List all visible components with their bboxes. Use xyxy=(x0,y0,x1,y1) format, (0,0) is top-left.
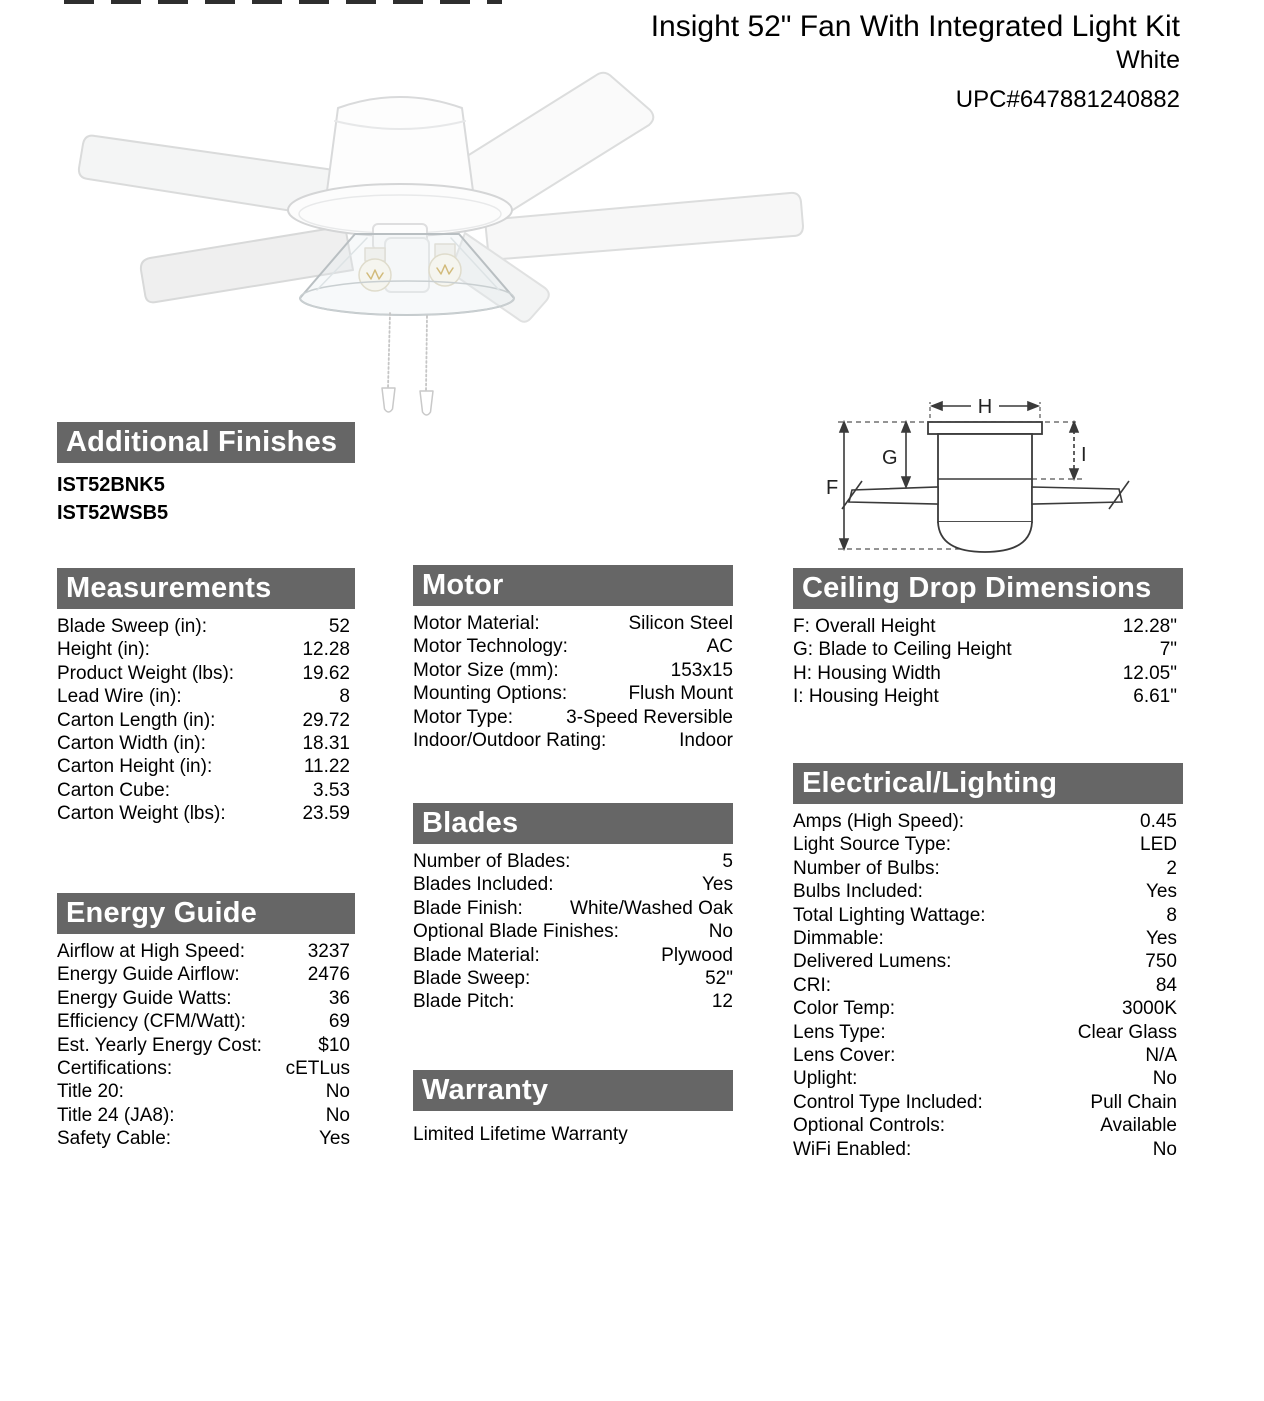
spec-label: Optional Controls: xyxy=(793,1115,946,1137)
spec-row xyxy=(793,810,1177,833)
diagram-label-g: G xyxy=(882,447,898,469)
spec-row xyxy=(793,927,1177,950)
spec-value: 3.53 xyxy=(313,779,350,801)
spec-label: I: Housing Height xyxy=(793,686,939,708)
section-header: Additional Finishes xyxy=(57,422,355,463)
spec-row xyxy=(57,732,350,755)
spec-value: $10 xyxy=(318,1034,350,1056)
spec-label: Delivered Lumens: xyxy=(793,951,952,973)
spec-value: 750 xyxy=(1145,951,1177,973)
spec-row xyxy=(793,857,1177,880)
spec-row xyxy=(413,682,733,705)
spec-rows xyxy=(57,940,350,1151)
spec-value: 12.28 xyxy=(302,639,350,661)
section-additional-finishes xyxy=(57,422,355,527)
spec-label: Total Lighting Wattage: xyxy=(793,904,986,926)
spec-row xyxy=(793,904,1177,927)
spec-row xyxy=(57,963,350,986)
spec-label: Energy Guide Airflow: xyxy=(57,964,240,986)
spec-value: Yes xyxy=(319,1128,350,1150)
spec-row xyxy=(793,615,1177,638)
spec-value: Yes xyxy=(1146,881,1177,903)
spec-row xyxy=(793,662,1177,685)
spec-label: Blade Sweep (in): xyxy=(57,616,207,637)
spec-row xyxy=(57,987,350,1010)
spec-label: Lens Type: xyxy=(793,1021,886,1043)
spec-row xyxy=(57,779,350,802)
spec-row xyxy=(793,950,1177,973)
spec-label: Bulbs Included: xyxy=(793,881,923,903)
spec-value: 52" xyxy=(705,968,733,990)
spec-label: Safety Cable: xyxy=(57,1128,172,1150)
spec-row xyxy=(793,1138,1177,1161)
spec-row xyxy=(413,920,733,943)
spec-value: 19.62 xyxy=(302,662,350,684)
warranty-text: Limited Lifetime Warranty xyxy=(413,1124,628,1145)
spec-value: Plywood xyxy=(661,944,733,966)
spec-value: Clear Glass xyxy=(1077,1021,1177,1043)
spec-value: 84 xyxy=(1155,974,1177,996)
spec-value: 12 xyxy=(711,991,733,1013)
spec-rows xyxy=(413,850,733,1014)
spec-label: Motor Material: xyxy=(413,613,540,634)
spec-row xyxy=(57,1010,350,1033)
spec-value: 0.45 xyxy=(1140,811,1177,832)
spec-row xyxy=(793,1067,1177,1090)
spec-row xyxy=(413,850,733,873)
diagram-label-f: F xyxy=(826,477,839,499)
spec-value: AC xyxy=(706,636,733,658)
spec-value: 3237 xyxy=(307,941,350,962)
ceiling-drop-diagram xyxy=(818,382,1153,564)
spec-row xyxy=(57,662,350,685)
spec-row xyxy=(57,638,350,661)
section-motor xyxy=(413,565,733,752)
spec-label: Airflow at High Speed: xyxy=(57,941,245,962)
spec-label: Number of Blades: xyxy=(413,851,571,872)
pull-chain xyxy=(388,313,390,388)
spec-row xyxy=(793,1021,1177,1044)
spec-row xyxy=(57,940,350,963)
spec-row xyxy=(57,1127,350,1150)
spec-value: Flush Mount xyxy=(628,683,733,705)
spec-value: 2476 xyxy=(307,964,350,986)
spec-label: Dimmable: xyxy=(793,928,884,950)
spec-label: Light Source Type: xyxy=(793,834,952,856)
spec-row xyxy=(413,944,733,967)
pull-chain xyxy=(426,316,427,391)
spec-label: Carton Length (in): xyxy=(57,709,216,731)
spec-row xyxy=(793,685,1177,708)
spec-label: Uplight: xyxy=(793,1068,858,1090)
section-energy-guide xyxy=(57,893,355,1151)
spec-label: Blade Material: xyxy=(413,944,540,966)
spec-label: Lead Wire (in): xyxy=(57,686,182,708)
section-measurements xyxy=(57,568,355,826)
spec-rows xyxy=(413,612,733,752)
spec-label: Blades Included: xyxy=(413,874,554,896)
spec-value: Silicon Steel xyxy=(628,613,733,634)
fan-product-image xyxy=(55,58,825,426)
spec-value: 69 xyxy=(328,1011,350,1033)
spec-value: 7" xyxy=(1159,639,1177,661)
chain-pull xyxy=(420,391,433,415)
spec-label: Control Type Included: xyxy=(793,1091,983,1113)
spec-value: 36 xyxy=(328,987,350,1009)
spec-label: Motor Size (mm): xyxy=(413,659,559,681)
section-warranty xyxy=(413,1070,733,1146)
spec-value: 153x15 xyxy=(670,659,733,681)
spec-label: Blade Sweep: xyxy=(413,968,531,990)
spec-row xyxy=(793,974,1177,997)
spec-value: 2 xyxy=(1166,857,1177,879)
spec-label: Energy Guide Watts: xyxy=(57,987,232,1009)
spec-value: N/A xyxy=(1145,1045,1177,1067)
spec-label: Carton Cube: xyxy=(57,779,171,801)
spec-row xyxy=(57,615,350,638)
spec-label: H: Housing Width xyxy=(793,662,941,684)
spec-label: Height (in): xyxy=(57,639,150,661)
section-header: Motor xyxy=(413,565,733,606)
spec-label: Optional Blade Finishes: xyxy=(413,921,619,943)
spec-row xyxy=(793,638,1177,661)
diagram-label-h: H xyxy=(977,396,993,418)
spec-label: Blade Pitch: xyxy=(413,991,515,1013)
spec-row xyxy=(793,1091,1177,1114)
spec-value: 8 xyxy=(339,686,350,708)
spec-row xyxy=(413,873,733,896)
product-finish: White xyxy=(1116,46,1180,74)
spec-label: Amps (High Speed): xyxy=(793,811,965,832)
spec-label: Product Weight (lbs): xyxy=(57,662,235,684)
spec-row xyxy=(413,967,733,990)
spec-value: 12.28" xyxy=(1122,616,1177,637)
section-ceiling-drop-dimensions xyxy=(793,568,1183,709)
spec-row xyxy=(57,802,350,825)
spec-row xyxy=(793,1044,1177,1067)
cropped-header-text xyxy=(64,0,502,4)
spec-label: WiFi Enabled: xyxy=(793,1138,912,1160)
spec-row xyxy=(413,706,733,729)
spec-row xyxy=(57,1104,350,1127)
spec-label: Efficiency (CFM/Watt): xyxy=(57,1011,246,1033)
spec-value: cETLus xyxy=(285,1058,350,1080)
spec-value: No xyxy=(325,1081,350,1103)
section-header: Warranty xyxy=(413,1070,733,1111)
spec-row xyxy=(413,612,733,635)
spec-value: 3-Speed Reversible xyxy=(566,706,733,728)
spec-row xyxy=(793,997,1177,1020)
spec-value: 3000K xyxy=(1122,998,1177,1020)
spec-value: No xyxy=(325,1104,350,1126)
spec-row xyxy=(57,709,350,732)
spec-rows xyxy=(793,810,1177,1161)
spec-value: 29.72 xyxy=(302,709,350,731)
spec-label: CRI: xyxy=(793,974,831,996)
spec-value: Yes xyxy=(702,874,733,896)
spec-label: Carton Height (in): xyxy=(57,756,213,778)
spec-label: Blade Finish: xyxy=(413,897,523,919)
spec-label: G: Blade to Ceiling Height xyxy=(793,639,1012,661)
section-electrical-lighting xyxy=(793,763,1183,1161)
spec-row xyxy=(793,1114,1177,1137)
spec-row xyxy=(413,897,733,920)
spec-row xyxy=(57,685,350,708)
spec-rows xyxy=(793,615,1177,709)
spec-value: 8 xyxy=(1166,904,1177,926)
spec-row xyxy=(793,880,1177,903)
spec-value: 5 xyxy=(722,851,733,872)
spec-label: Carton Width (in): xyxy=(57,733,206,755)
spec-value: No xyxy=(1152,1138,1177,1160)
spec-label: Motor Type: xyxy=(413,706,513,728)
spec-label: Indoor/Outdoor Rating: xyxy=(413,730,607,752)
fan-blade xyxy=(485,193,803,260)
spec-value: No xyxy=(1152,1068,1177,1090)
spec-row xyxy=(57,1057,350,1080)
spec-value: 23.59 xyxy=(302,803,350,825)
spec-row xyxy=(57,1034,350,1057)
spec-value: 12.05" xyxy=(1122,662,1177,684)
spec-row xyxy=(793,833,1177,856)
spec-label: Mounting Options: xyxy=(413,683,568,705)
finish-code: IST52WSB5 xyxy=(57,502,169,524)
spec-row xyxy=(413,990,733,1013)
chain-pull xyxy=(382,388,395,412)
section-header: Energy Guide xyxy=(57,893,355,934)
spec-label: Number of Bulbs: xyxy=(793,857,940,879)
spec-value: 18.31 xyxy=(302,733,350,755)
finish-code: IST52BNK5 xyxy=(57,474,165,496)
product-upc: UPC#647881240882 xyxy=(955,86,1180,113)
spec-label: Motor Technology: xyxy=(413,636,568,658)
spec-row xyxy=(57,755,350,778)
section-header: Electrical/Lighting xyxy=(793,763,1183,804)
spec-row xyxy=(413,635,733,658)
spec-value: LED xyxy=(1140,834,1177,856)
section-blades xyxy=(413,803,733,1014)
section-header: Measurements xyxy=(57,568,355,609)
spec-rows xyxy=(57,615,350,826)
spec-row xyxy=(413,659,733,682)
spec-label: Title 24 (JA8): xyxy=(57,1104,175,1126)
spec-row xyxy=(413,729,733,752)
spec-value: Available xyxy=(1100,1115,1177,1137)
section-header: Ceiling Drop Dimensions xyxy=(793,568,1183,609)
spec-value: Yes xyxy=(1146,928,1177,950)
spec-label: F: Overall Height xyxy=(793,616,936,637)
spec-value: 11.22 xyxy=(303,756,350,778)
product-title: Insight 52" Fan With Integrated Light Kit xyxy=(650,10,1180,43)
spec-value: 6.61" xyxy=(1133,686,1177,708)
spec-label: Certifications: xyxy=(57,1058,173,1080)
spec-value: 52 xyxy=(328,616,350,637)
spec-value: White/Washed Oak xyxy=(570,897,733,919)
spec-label: Lens Cover: xyxy=(793,1045,896,1067)
spec-label: Title 20: xyxy=(57,1081,124,1103)
section-header: Blades xyxy=(413,803,733,844)
spec-label: Carton Weight (lbs): xyxy=(57,803,226,825)
spec-row xyxy=(57,1080,350,1103)
spec-label: Color Temp: xyxy=(793,998,896,1020)
spec-value: Pull Chain xyxy=(1090,1091,1177,1113)
diagram-label-i: I xyxy=(1081,444,1087,466)
spec-value: No xyxy=(708,921,733,943)
finish-list xyxy=(57,471,355,527)
spec-value: Indoor xyxy=(679,730,733,752)
spec-label: Est. Yearly Energy Cost: xyxy=(57,1034,262,1056)
